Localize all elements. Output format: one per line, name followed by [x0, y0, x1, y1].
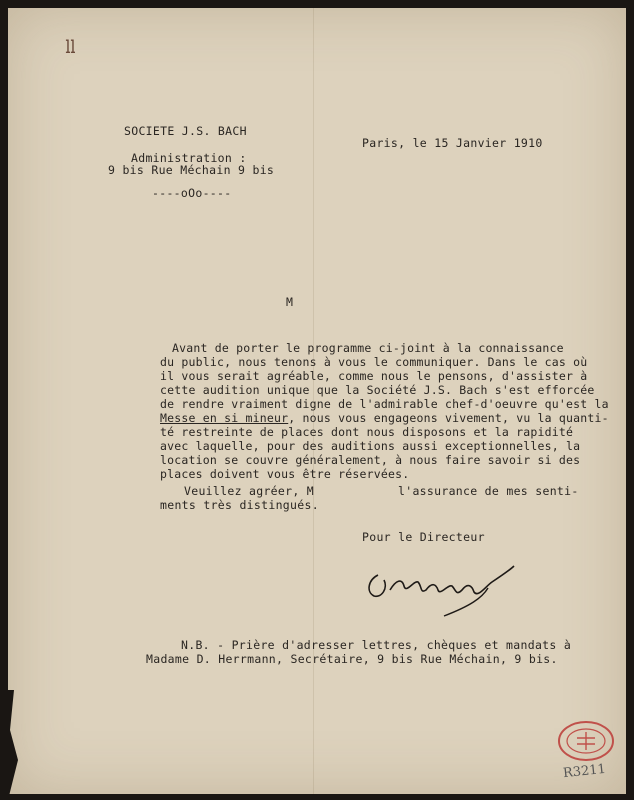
society-address: 9 bis Rue Méchain 9 bis: [108, 163, 275, 177]
body-line-6-rest: , nous vous engageons vivement, vu la quanti-: [288, 411, 609, 425]
body-line-1: Avant de porter le programme ci-joint à la connaissance: [172, 341, 564, 355]
place-date: Paris, le 15 Janvier 1910: [362, 136, 543, 150]
body-line-9: location se couvre généralement, à nous faire savoir si des: [160, 453, 581, 467]
handwritten-signature: [360, 540, 520, 620]
body-line-4: cette audition unique que la Société J.S. Bach s'est efforcée: [160, 383, 595, 397]
pencil-mark-eleven: ıı: [65, 30, 76, 60]
body-line-5: de rendre vraiment digne de l'admirable chef-d'oeuvre qu'est la: [160, 397, 609, 411]
salutation: M: [286, 295, 294, 309]
closing-line-1a: Veuillez agréer, M: [184, 484, 315, 498]
body-line-7: té restreinte de places dont nous disposons et la rapidité: [160, 425, 574, 439]
nb-line-2: Madame D. Herrmann, Secrétaire, 9 bis Rue Méchain, 9 bis.: [146, 652, 558, 666]
society-name: SOCIETE J.S. BACH: [124, 124, 247, 138]
admin-label: Administration :: [131, 151, 247, 165]
nb-line-1: N.B. - Prière d'adresser lettres, chèques et mandats à: [181, 638, 572, 652]
body-line-8: avec laquelle, pour des auditions aussi exceptionnelles, la: [160, 439, 581, 453]
body-line-3: il vous serait agréable, comme nous le pensons, d'assister à: [160, 369, 588, 383]
body-line-2: du public, nous tenons à vous le communiquer. Dans le cas où: [160, 355, 588, 369]
closing-line-2: ments très distingués.: [160, 498, 319, 512]
signoff: Pour le Directeur: [362, 530, 485, 544]
torn-corner: [0, 690, 40, 800]
body-line-10: places doivent vous être réservées.: [160, 467, 410, 481]
header-ornament: ----oOo----: [152, 186, 232, 200]
archive-pencil-number: R3211: [562, 761, 607, 782]
closing-line-1b: l'assurance de mes senti-: [398, 484, 579, 498]
archive-stamp-icon: [555, 718, 617, 764]
mass-title: Messe en si mineur: [160, 411, 289, 425]
body-line-6: [160, 411, 609, 425]
